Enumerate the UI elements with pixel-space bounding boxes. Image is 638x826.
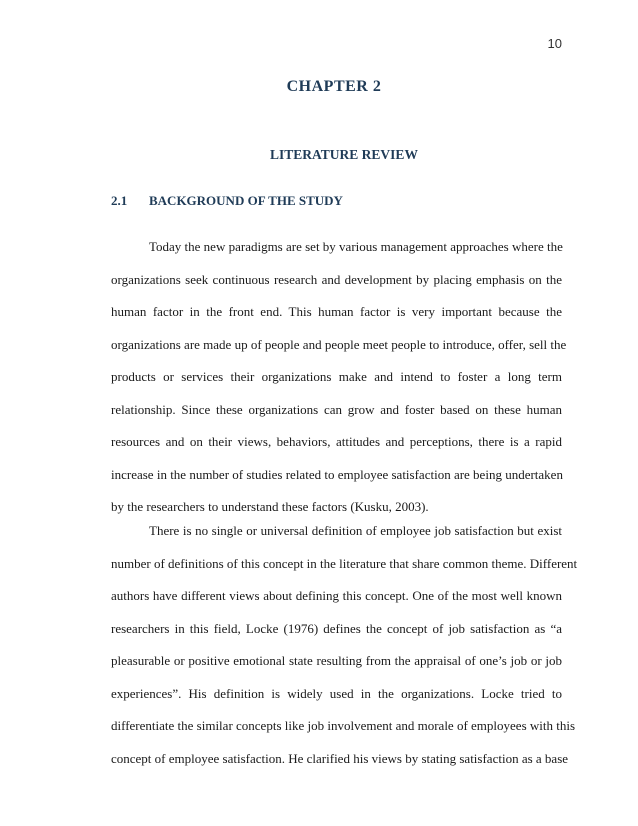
paragraph-line: organizations seek continuous research and development by placing emphasis on the: [111, 271, 562, 287]
paragraph-line: number of definitions of this concept in the literature that share common theme. Different: [111, 555, 578, 571]
chapter-title: CHAPTER 2: [286, 78, 382, 95]
page-number: 10: [547, 36, 562, 51]
paragraph-line: by the researchers to understand these factors (Kusku, 2003).: [111, 499, 429, 514]
paragraph-line: organizations are made up of people and people meet people to introduce, offer, sell the: [111, 336, 567, 352]
paragraph-line: researchers in this field, Locke (1976) defines the concept of job satisfaction as “a: [111, 620, 562, 636]
paragraph-line: differentiate the similar concepts like job involvement and morale of employees with this: [111, 718, 576, 733]
paragraph-line: resources and on their views, behaviors, attitudes and perceptions, there is a rapid: [111, 434, 562, 449]
paragraph-line: There is no single or universal definition of employee job satisfaction but exist: [149, 523, 562, 538]
paragraph-line: products or services their organizations make and intend to foster a long term: [111, 369, 562, 384]
paragraph-2: [111, 515, 578, 775]
paragraph-line: pleasurable or positive emotional state resulting from the appraisal of one’s job or job: [111, 653, 562, 668]
paragraph-line: experiences”. His definition is widely used in the organizations. Locke tried to: [111, 685, 562, 701]
section-title: LITERATURE REVIEW: [270, 147, 418, 162]
paragraph-line: authors have different views about defining this concept. One of the most well known: [111, 588, 562, 603]
paragraph-line: increase in the number of studies related to employee satisfaction are being undertaken: [111, 466, 563, 482]
paragraph-line: concept of employee satisfaction. He clarified his views by stating satisfaction as a base: [111, 750, 569, 766]
subsection-title: BACKGROUND OF THE STUDY: [149, 193, 343, 208]
paragraph-line: Today the new paradigms are set by various management approaches where the: [149, 239, 563, 254]
subsection-number: 2.1: [111, 193, 128, 208]
paragraph-line: relationship. Since these organizations can grow and foster based on these human: [111, 401, 562, 417]
subsection-heading: [111, 193, 343, 209]
paragraph-line: human factor in the front end. This human factor is very important because the: [111, 304, 562, 319]
paragraph-1: [111, 231, 567, 524]
